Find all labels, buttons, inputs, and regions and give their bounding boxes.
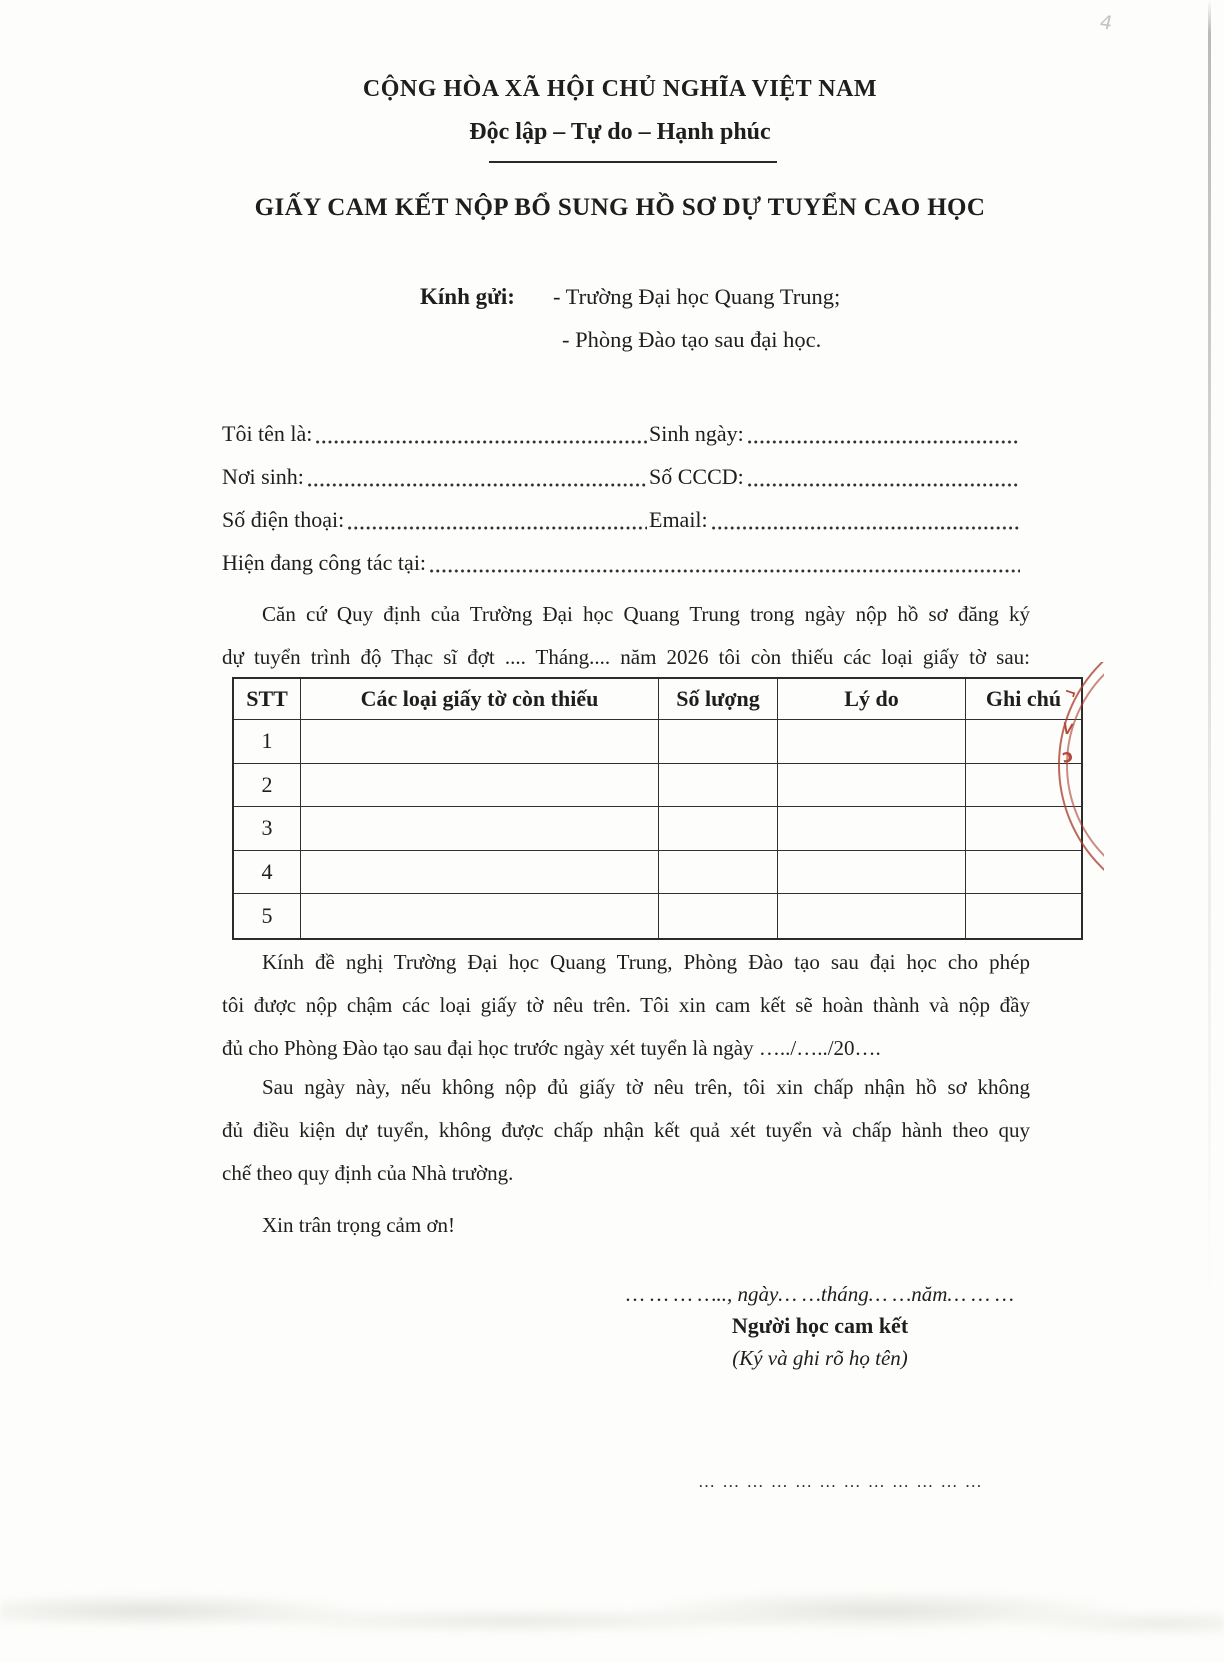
- column-header-stt: STT: [234, 679, 301, 720]
- signer-title: Người học cam kết: [731, 1313, 909, 1338]
- column-header-document: Các loại giấy tờ còn thiếu: [301, 679, 659, 720]
- table-cell-empty: [966, 851, 1081, 895]
- commitment-line: tôi được nộp chậm các loại giấy tờ nêu trên. Tôi xin cam kết sẽ hoàn thành và nộp đầy: [222, 993, 1030, 1017]
- table-row-number: 2: [234, 764, 301, 808]
- table-cell-empty: [778, 720, 966, 764]
- table-cell-empty: [659, 764, 778, 808]
- consequence-paragraph: [222, 1066, 1030, 1195]
- field-segment: [649, 504, 1022, 536]
- commitment-line: Kính đề nghị Trường Đại học Quang Trung, Phòng Đào tạo sau đại học cho phép: [262, 950, 1030, 974]
- commitment-line: đủ cho Phòng Đào tạo sau đại học trước ngày xét tuyển là ngày …../…../20….: [222, 1036, 881, 1060]
- stamp-glyph: c: [1060, 745, 1075, 768]
- recipients-label: Kính gửi:: [420, 284, 515, 309]
- scan-edge-shadow: [1208, 0, 1211, 1662]
- national-motto: Độc lập – Tự do – Hạnh phúc: [469, 119, 771, 145]
- field-label-phone: Số điện thoại:: [222, 507, 345, 532]
- table-cell-empty: [966, 894, 1081, 938]
- field-segment: [222, 504, 649, 536]
- stamp-glyph: >: [1055, 719, 1080, 738]
- national-title: CỘNG HÒA XÃ HỘI CHỦ NGHĨA VIỆT NAM: [362, 76, 878, 102]
- dotted-blank-full-name: [312, 418, 649, 450]
- field-line-name-dob: [222, 418, 1022, 450]
- table-cell-empty: [301, 807, 659, 851]
- field-segment: [222, 547, 1022, 579]
- table-cell-empty: [966, 764, 1081, 808]
- missing-documents-table: [232, 677, 1083, 940]
- field-line-workplace: [222, 547, 1022, 579]
- table-row-number: 1: [234, 720, 301, 764]
- table-cell-empty: [778, 807, 966, 851]
- field-segment: [222, 418, 649, 450]
- field-segment: [649, 461, 1022, 493]
- signer-note: (Ký và ghi rõ họ tên): [732, 1346, 908, 1370]
- field-segment: [649, 418, 1022, 450]
- column-header-quantity: Số lượng: [659, 679, 778, 720]
- table-row-number: 3: [234, 807, 301, 851]
- dotted-blank-email: [708, 504, 1022, 536]
- recipient-line-university: - Trường Đại học Quang Trung;: [552, 284, 841, 309]
- document-title: GIẤY CAM KẾT NỘP BỔ SUNG HỒ SƠ DỰ TUYỂN CAO HỌC: [254, 194, 986, 221]
- field-label-birth-place: Nơi sinh:: [222, 464, 304, 489]
- dotted-blank-id-number: [744, 461, 1022, 493]
- field-line-pob-cccd: [222, 461, 1022, 493]
- dotted-blank-birth-date: [744, 418, 1022, 450]
- signature-block: [608, 1278, 1032, 1374]
- table-cell-empty: [301, 851, 659, 895]
- field-label-workplace: Hiện đang công tác tại:: [222, 550, 427, 575]
- signature-date-line: … … … ….., ngày… …tháng… …năm… … …: [626, 1282, 1014, 1306]
- consequence-line: đủ điều kiện dự tuyển, không được chấp nhận kết quả xét tuyển và chấp hành theo quy: [222, 1118, 1030, 1142]
- table-cell-empty: [659, 807, 778, 851]
- field-line-phone-email: [222, 504, 1022, 536]
- intro-paragraph: [222, 593, 1030, 679]
- field-label-birth-date: Sinh ngày:: [649, 421, 744, 446]
- table-cell-empty: [966, 720, 1081, 764]
- field-label-full-name: Tôi tên là:: [222, 421, 313, 446]
- pencil-mark: 4: [1097, 11, 1115, 35]
- signature-name-dots: … … … … … … … … … … … …: [698, 1472, 984, 1491]
- dotted-blank-birth-place: [304, 461, 649, 493]
- table-row-number: 4: [234, 851, 301, 895]
- motto-underline: [489, 161, 777, 163]
- field-label-id-number: Số CCCD:: [649, 464, 744, 489]
- recipient-line-department: - Phòng Đào tạo sau đại học.: [561, 327, 822, 352]
- recipient-lines: [553, 281, 840, 367]
- scan-bottom-smudge: [0, 1578, 1224, 1656]
- dotted-blank-workplace: [426, 547, 1022, 579]
- recipients-block: [420, 281, 840, 367]
- column-header-reason: Lý do: [778, 679, 966, 720]
- table-cell-empty: [778, 764, 966, 808]
- table-cell-empty: [659, 894, 778, 938]
- commitment-paragraph: [222, 941, 1030, 1070]
- table-cell-empty: [778, 851, 966, 895]
- table-cell-empty: [778, 894, 966, 938]
- consequence-line: chế theo quy định của Nhà trường.: [222, 1161, 514, 1185]
- consequence-line: Sau ngày này, nếu không nộp đủ giấy tờ nêu trên, tôi xin chấp nhận hồ sơ không: [262, 1075, 1030, 1099]
- field-segment: [222, 461, 649, 493]
- stamp-glyph: ¬: [1061, 682, 1080, 704]
- table-cell-empty: [966, 807, 1081, 851]
- table-row-number: 5: [234, 894, 301, 938]
- intro-line: dự tuyển trình độ Thạc sĩ đợt .... Tháng.... năm 2026 tôi còn thiếu các loại giấy tờ sau:: [222, 645, 1030, 669]
- table-cell-empty: [301, 894, 659, 938]
- table-cell-empty: [301, 764, 659, 808]
- column-header-note: Ghi chú: [966, 679, 1081, 720]
- dotted-blank-phone: [344, 504, 649, 536]
- table-cell-empty: [301, 720, 659, 764]
- field-label-email: Email:: [649, 507, 708, 532]
- closing-thanks: Xin trân trọng cảm ơn!: [262, 1213, 456, 1237]
- table-cell-empty: [659, 720, 778, 764]
- table-cell-empty: [659, 851, 778, 895]
- intro-line: Căn cứ Quy định của Trường Đại học Quang Trung trong ngày nộp hồ sơ đăng ký: [262, 602, 1030, 626]
